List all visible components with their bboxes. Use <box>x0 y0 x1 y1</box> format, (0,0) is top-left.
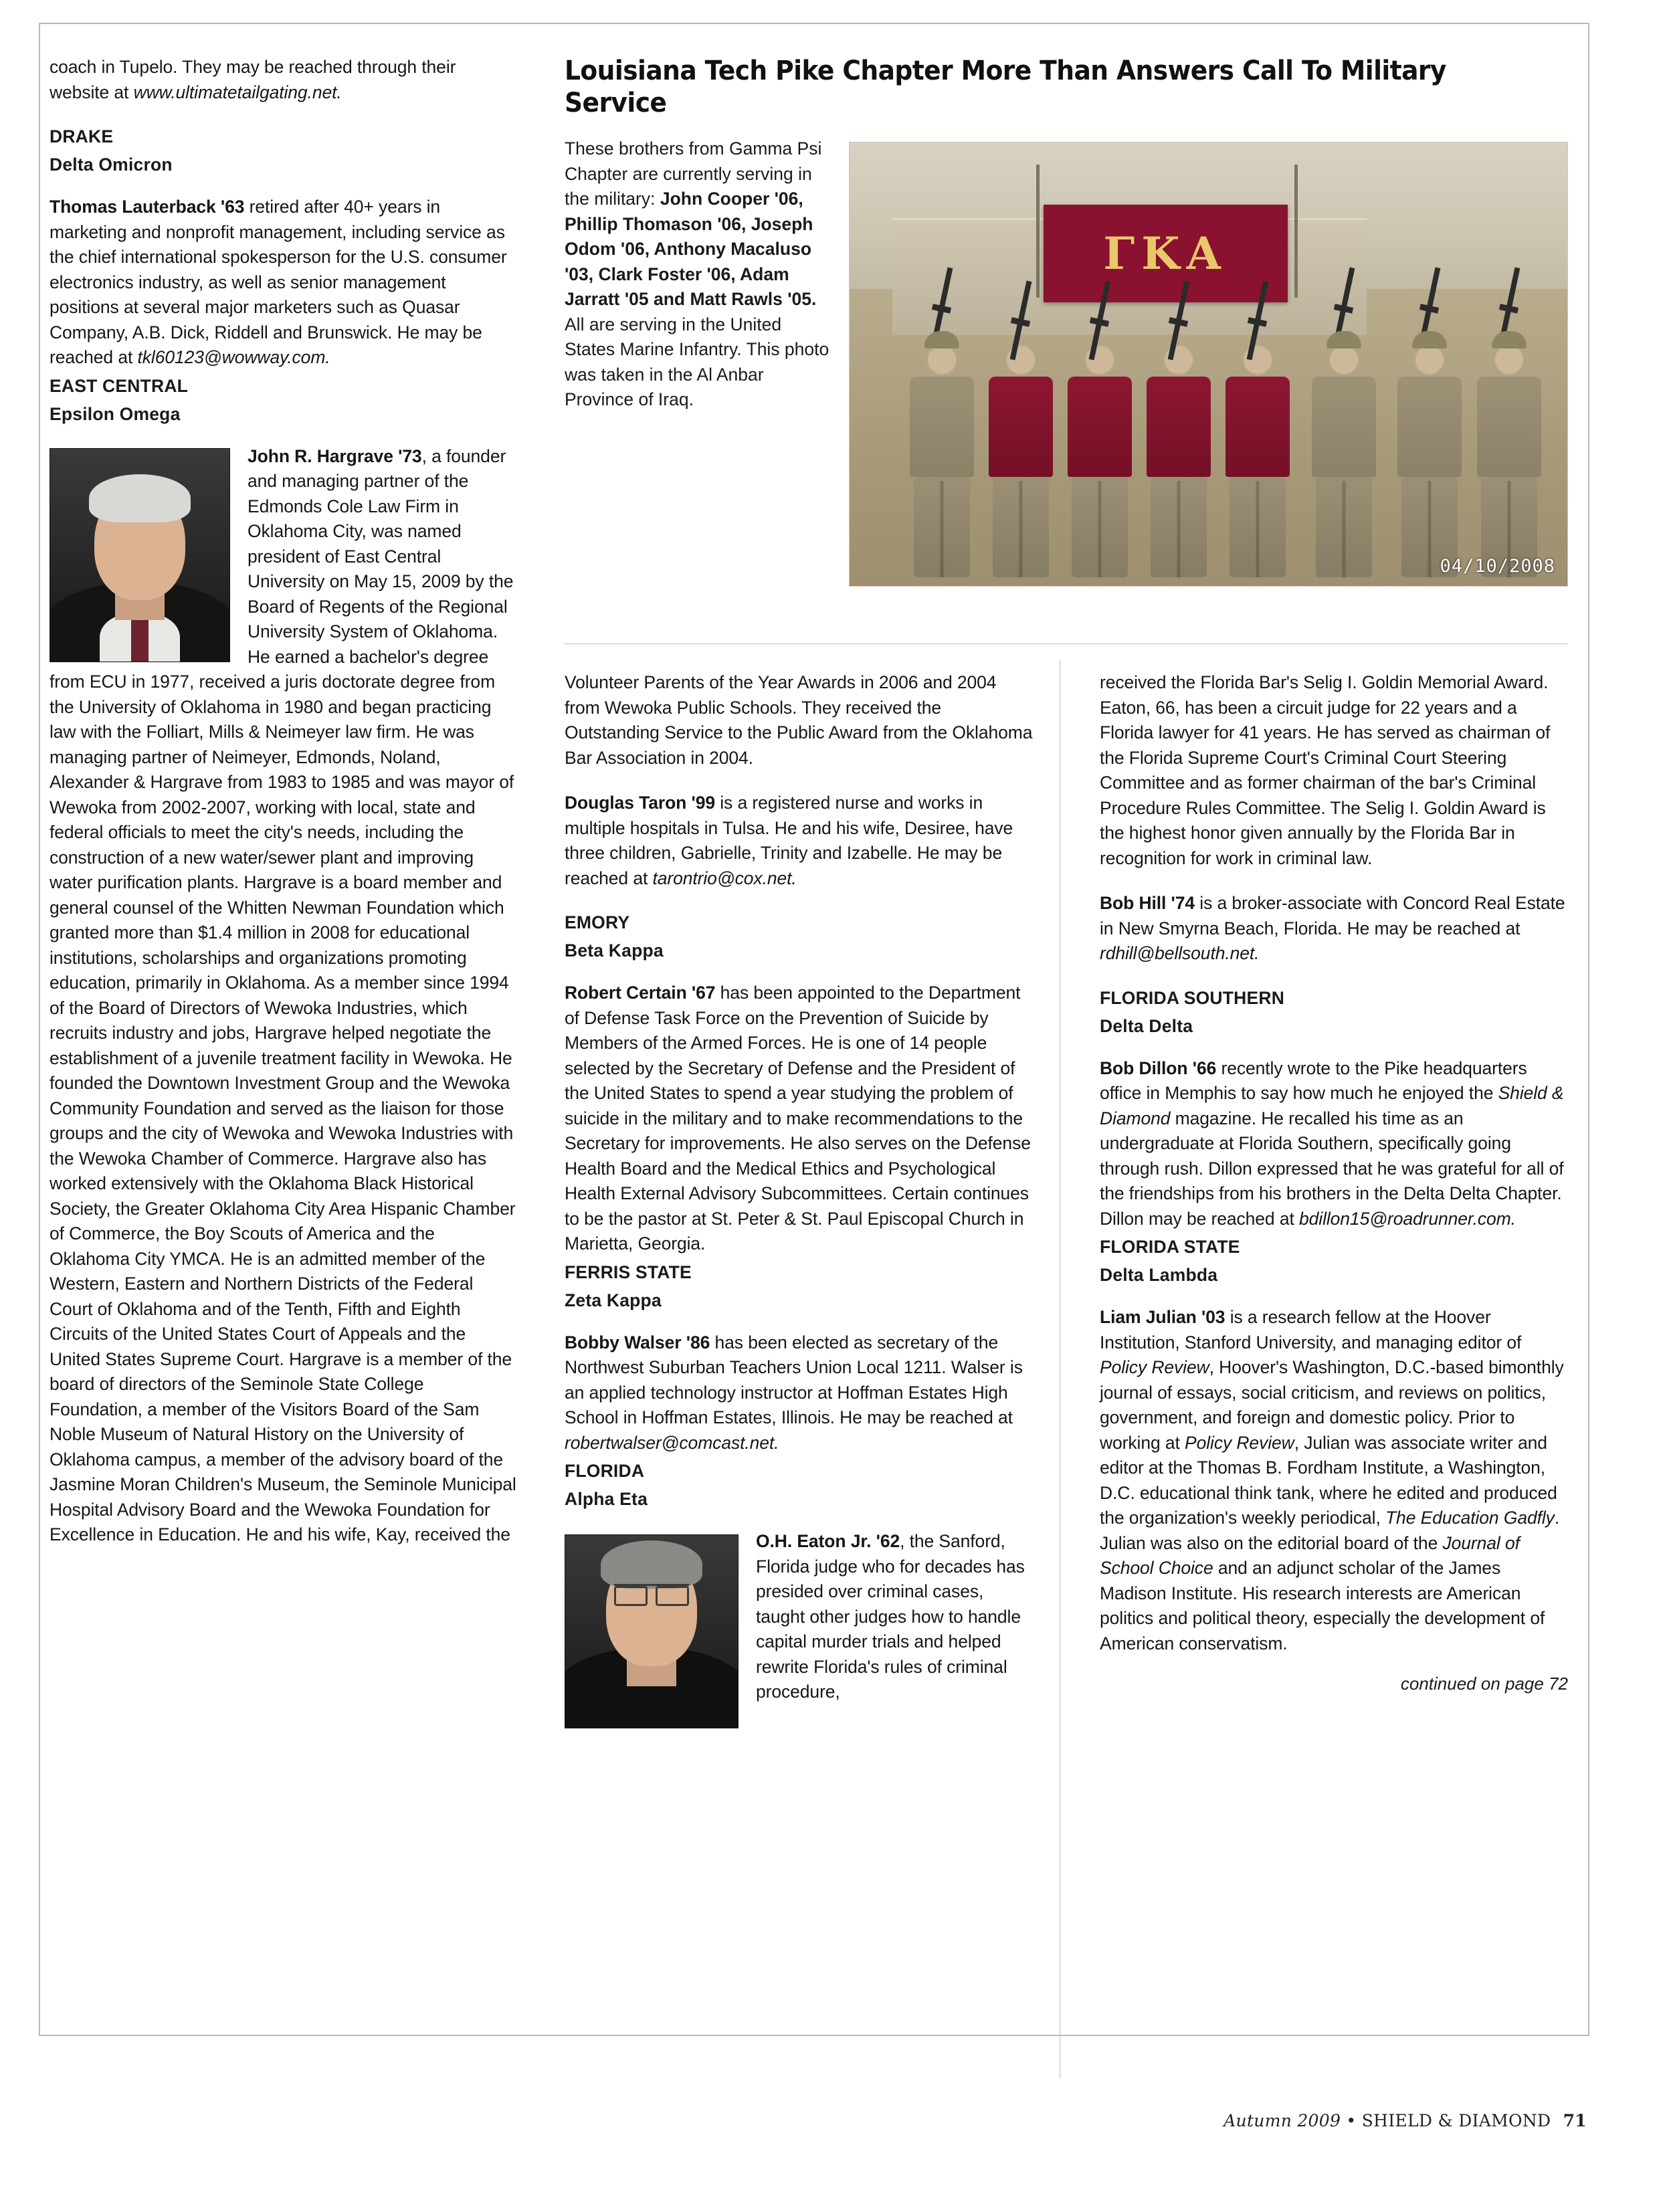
head <box>1494 344 1525 375</box>
publication-journal-school-choice: Journal of School Choice <box>1100 1532 1520 1578</box>
chapter-east-central <box>50 375 518 1548</box>
chapter-name-delta-lambda: Delta Lambda <box>1100 1265 1218 1285</box>
entry-body-1: is a research fellow at the Hoover Institution, Stanford University, and managing editor of <box>1100 1307 1522 1352</box>
entry-body: , the Sanford, Florida judge who for decades has presided over criminal cases, taught other judges how to handle capital murder trials and helped rewrite Florida's rules of criminal procedure, <box>756 1531 1025 1702</box>
legs <box>1230 477 1286 577</box>
entry-body-4: . Julian was also on the editorial board of the <box>1100 1508 1560 1553</box>
page-footer <box>1223 2111 1587 2130</box>
chapter-ferris-state <box>565 1261 1033 1456</box>
entry-name: Bob Dillon '66 <box>1100 1058 1217 1078</box>
entry-body-2: , Hoover's Washington, D.C.-based bimonthly journal of essays, social criticism, and reviews on politics, government, and foreign and domestic policy. Prior to working at <box>1100 1357 1564 1453</box>
helmet <box>1327 331 1361 348</box>
oh-eaton-portrait <box>565 1534 739 1728</box>
chapter-florida-southern <box>1100 987 1568 1232</box>
helmet <box>1492 331 1527 348</box>
feature-headline: Louisiana Tech Pike Chapter More Than Answers Call To Military Service <box>565 56 1446 118</box>
magazine-title: Shield & Diamond <box>1100 1083 1564 1128</box>
entry-body-5: and an adjunct scholar of the James Madison Institute. His research interests are American politics and political theory, especially the development of American conservatism. <box>1100 1558 1545 1653</box>
entry-bobby-walser <box>565 1330 1033 1456</box>
chapter-florida <box>565 1460 1033 1734</box>
column-middle <box>565 670 1033 1738</box>
caption-lead: These brothers from Gamma Psi Chapter are currently serving in the military: <box>565 138 822 209</box>
carryover-url: www.ultimatetailgating.net. <box>133 82 342 102</box>
legs <box>914 477 970 577</box>
feature-article <box>565 55 1568 605</box>
publication-policy-review: Policy Review <box>1100 1357 1209 1377</box>
head <box>1414 344 1445 375</box>
chapter-name-delta-omicron: Delta Omicron <box>50 155 173 175</box>
marine-figure <box>1474 331 1544 577</box>
eyeglasses-icon <box>614 1584 689 1603</box>
entry-name: Douglas Taron '99 <box>565 793 715 813</box>
entry-liam-julian <box>1100 1305 1568 1656</box>
carryover-paragraph <box>50 55 518 105</box>
caption-tail: All are serving in the United States Marine Infantry. This photo was taken in the Al Anbar Province of Iraq. <box>565 314 829 409</box>
head <box>1329 344 1359 375</box>
marine-figure <box>1223 344 1292 577</box>
marine-figure <box>986 344 1056 577</box>
entry-email: tkl60123@wowway.com. <box>137 347 330 367</box>
chapter-florida-state <box>1100 1235 1568 1656</box>
entry-name: Bobby Walser '86 <box>565 1332 710 1352</box>
entry-robert-certain <box>565 981 1033 1257</box>
entry-body: is a broker-associate with Concord Real Estate in New Smyrna Beach, Florida. He may be reached at <box>1100 893 1565 938</box>
chapter-name-epsilon-omega: Epsilon Omega <box>50 403 181 424</box>
entry-bob-dillon <box>1100 1056 1568 1232</box>
entry-name: Bob Hill '74 <box>1100 893 1195 913</box>
chapter-school-drake: DRAKE <box>50 126 114 146</box>
entry-bob-hill <box>1100 891 1568 967</box>
torso <box>910 377 974 477</box>
marine-figure <box>1309 331 1379 577</box>
horizontal-rule <box>565 643 1568 644</box>
footer-separator: • <box>1346 2111 1357 2130</box>
legs <box>1316 477 1372 577</box>
head <box>1005 344 1036 375</box>
marine-figure <box>1065 344 1135 577</box>
entry-email: robertwalser@comcast.net. <box>565 1432 779 1453</box>
photo-pole-right <box>1294 165 1298 298</box>
photo-pole-left <box>1036 165 1040 298</box>
entry-body: retired after 40+ years in marketing and nonprofit management, including service as the chief international spokesperson for the U.S. consumer electronics industry, as well as senior management positions at several major marketers such as Quasar Company, A.B. Dick, Riddell and Brunswick. He may be reached at <box>50 197 507 367</box>
entry-name: Robert Certain '67 <box>565 983 716 1003</box>
chapter-name-beta-kappa: Beta Kappa <box>565 940 664 961</box>
fraternity-banner <box>1044 205 1288 302</box>
portrait-hair <box>89 474 191 522</box>
chapter-name-delta-delta: Delta Delta <box>1100 1015 1193 1036</box>
head <box>1242 344 1273 375</box>
legs <box>993 477 1049 577</box>
entry-body-3: , Julian was associate writer and editor at the Thomas B. Fordham Institute, a Washington, D.C. educational think tank, where he edited and produced the organization's weekly periodical, <box>1100 1432 1557 1528</box>
head <box>926 344 957 375</box>
entry-body-a: recently wrote to the Pike headquarters office in Memphis to say how much he enjoyed the <box>1100 1058 1527 1103</box>
torso <box>1225 377 1290 477</box>
entry-body: has been elected as secretary of the Northwest Suburban Teachers Union Local 1211. Walser is an applied technology instructor at Hoffman Estates High School in Hoffman Estates, Illinois. He may be reached at <box>565 1332 1023 1427</box>
portrait-tie <box>131 619 149 662</box>
torso <box>1147 377 1211 477</box>
column-right <box>1100 670 1568 1694</box>
chapter-drake <box>50 125 518 371</box>
chapter-school-ferris-state: FERRIS STATE <box>565 1262 692 1282</box>
entry-body: is a registered nurse and works in multiple hospitals in Tulsa. He and his wife, Desiree, have three children, Gabrielle, Trinity and Izabelle. He may be reached at <box>565 793 1013 888</box>
entry-email: tarontrio@cox.net. <box>652 868 797 888</box>
portrait-hair <box>601 1540 702 1589</box>
chapter-school-east-central: EAST CENTRAL <box>50 375 189 396</box>
entry-name: Liam Julian '03 <box>1100 1307 1225 1327</box>
footer-publication: SHIELD & DIAMOND <box>1361 2111 1551 2130</box>
legs <box>1151 477 1207 577</box>
entry-body: , a founder and managing partner of the Edmonds Cole Law Firm in Oklahoma City, was named president of East Central University on May 15, 2009 by the Board of Regents of the Regional University System of Oklahoma. He earned a bachelor's degree from ECU in 1977, received a juris doctorate degree from the University of Oklahoma in 1980 and began practicing law with the Folliart, Mills & Neimeyer law firm. He was managing partner of Neimeyer, Edmonds, Noland, Alexander & Hargrave from 1983 to 1985 and was mayor of Wewoka from 2002-2007, working with local, state and federal officials to meet the city's needs, including the construction of a new water/sewer plant and improving water purification plants. Hargrave is a board member and general counsel of the Whitten Newman Foundation which granted more than $1.4 million in 2008 for educational institutions, scholarships and organizations promoting education, primarily in Oklahoma. As a member since 1994 of the Board of Directors of Wewoka Industries, which recruits industry and jobs, Hargrave helped negotiate the establishment of a juvenile treatment facility in Wewoka. He founded the Downtown Investment Group and the Wewoka Community Foundation and served as the liaison for those groups and the city of Wewoka and Wewoka Industries with the Wewoka Chamber of Commerce. Hargrave also has worked extensively with the Oklahoma Black Historical Society, the Greater Oklahoma City Area Hispanic Chamber of Commerce, the Boy Scouts of America and the Oklahoma City YMCA. He is an admitted member of the Western, Eastern and Northern Districts of the Federal Court of Oklahoma and of the Tenth, Fifth and Eighth Circuits of the United States Court of Appeals and the United States Supreme Court. Hargrave is a member of the board of directors of the Seminole State College Foundation, a member of the Visitors Board of the Sam Noble Museum of Natural History on the University of Oklahoma campus, a member of the advisory board of the Jasmine Moran Children's Museum, the Seminole Municipal Hospital Advisory Board and the Wewoka Foundation for Excellence in Education. He and his wife, Kay, received the <box>50 445 516 1544</box>
caption-names: John Cooper '06, Phillip Thomason '06, Joseph Odom '06, Anthony Macaluso '03, Clark Foster '06, Adam Jarratt '05 and Matt Rawls '05. <box>565 189 817 309</box>
entry-email: rdhill@bellsouth.net. <box>1100 943 1260 963</box>
marine-figure <box>1395 331 1464 577</box>
head <box>1084 344 1115 375</box>
john-hargrave-portrait <box>50 448 230 662</box>
publication-education-gadfly: The Education Gadfly <box>1385 1508 1555 1528</box>
feature-caption <box>565 136 832 413</box>
chapter-school-florida: FLORIDA <box>565 1461 645 1481</box>
chapter-school-emory: EMORY <box>565 912 630 932</box>
chapter-name-alpha-eta: Alpha Eta <box>565 1489 648 1509</box>
banner-letters: ΓΚΑ <box>1103 227 1228 280</box>
entry-email: bdillon15@roadrunner.com. <box>1299 1208 1516 1229</box>
chapter-emory <box>565 911 1033 1257</box>
head <box>1163 344 1194 375</box>
entry-name: John R. Hargrave '73 <box>248 445 422 466</box>
entry-name: O.H. Eaton Jr. '62 <box>756 1531 900 1551</box>
photo-timestamp: 04/10/2008 <box>1440 556 1555 577</box>
entry-douglas-taron <box>565 791 1033 891</box>
entry-thomas-lauterback <box>50 195 518 371</box>
chapter-school-florida-southern: FLORIDA SOUTHERN <box>1100 987 1285 1008</box>
chapter-name-zeta-kappa: Zeta Kappa <box>565 1290 662 1310</box>
footer-issue: Autumn 2009 <box>1223 2111 1341 2130</box>
helmet <box>924 331 959 348</box>
torso <box>1397 377 1462 477</box>
entry-body: has been appointed to the Department of Defense Task Force on the Prevention of Suicide by Members of the Armed Forces. He is one of 14 people selected by the Secretary of Defense and the President of the United States to spend a year studying the problem of suicide in the military and to make recommendations to the Secretary for improvements. He also serves on the Defense Health Board and the Medical Ethics and Psychological Health External Advisory Subcommittees. Certain continues to be the pastor at St. Peter & St. Paul Episcopal Church in Marietta, Georgia. <box>565 983 1031 1253</box>
carryover-text: coach in Tupelo. They may be reached through their website at <box>50 57 456 102</box>
legs <box>1072 477 1128 577</box>
torso <box>1068 377 1132 477</box>
torso <box>989 377 1053 477</box>
helmet <box>1412 331 1447 348</box>
eaton-continued: received the Florida Bar's Selig I. Goldin Memorial Award. Eaton, 66, has been a circuit judge for 22 years and a Florida lawyer for 41 years. He has served as chairman of the Florida Supreme Court's Criminal Court Steering Committee and as former chairman of the bar's Criminal Procedure Rules Committee. The Selig I. Goldin Award is the highest honor given annually by the Florida Bar in recognition for work in criminal law. <box>1100 672 1551 868</box>
chapter-school-florida-state: FLORIDA STATE <box>1100 1237 1240 1257</box>
marine-figure <box>907 331 977 577</box>
marines-group-photo <box>849 142 1568 587</box>
torso <box>1312 377 1376 477</box>
entry-name: Thomas Lauterback '63 <box>50 197 245 217</box>
marine-figure <box>1144 344 1213 577</box>
page-number: 71 <box>1563 2111 1587 2130</box>
entry-body-b: magazine. He recalled his time as an undergraduate at Florida Southern, specifically going through rush. Dillon expressed that he was grateful for all of the friendships from his brothers in the Delta Delta Chapter. Dillon may be reached at <box>1100 1108 1564 1229</box>
publication-policy-review-2: Policy Review <box>1185 1432 1294 1453</box>
hargrave-continued: Volunteer Parents of the Year Awards in 2006 and 2004 from Wewoka Public Schools. They received the Outstanding Service to the Public Award from the Oklahoma Bar Association in 2004. <box>565 672 1033 768</box>
torso <box>1477 377 1541 477</box>
continued-note: continued on page 72 <box>1400 1674 1568 1694</box>
column-left <box>50 55 518 1552</box>
